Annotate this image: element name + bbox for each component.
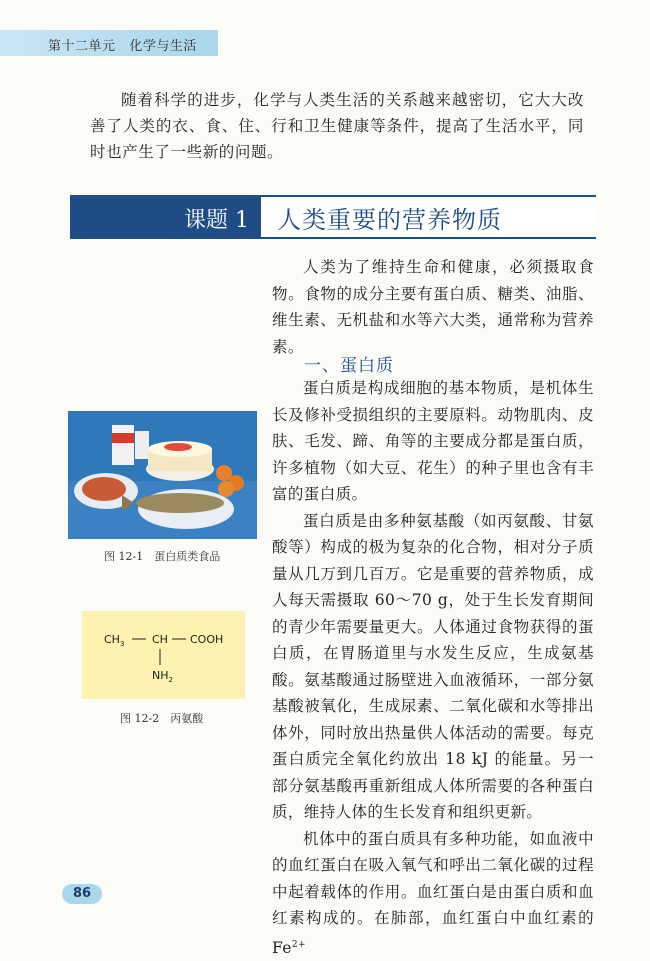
lesson-number: 课题 1 — [184, 203, 249, 234]
alanine-structure — [82, 611, 245, 699]
paragraph-1: 蛋白质是构成细胞的基本物质，是机体生长及修补受损组织的主要原料。动物肌肉、皮肤、毛发、蹄、角等的主要成分都是蛋白质，许多植物（如大豆、花生）的种子里也含有丰富的蛋白质。 — [272, 375, 594, 508]
nh2-label: NH — [152, 669, 169, 682]
ch3-label: CH — [104, 633, 120, 646]
section-heading: 一、蛋白质 — [304, 351, 394, 376]
svg-text:CH3 — [104, 633, 124, 648]
figure-2-caption: 图 12-2 丙氨酸 — [120, 710, 203, 726]
protein-foods-photo — [68, 411, 257, 539]
page-number: 86 — [62, 884, 102, 904]
fe-charge: 2+ — [292, 940, 306, 950]
intro-paragraph: 随着科学的进步，化学与人类生活的关系越来越密切，它大大改善了人类的衣、食、住、行和卫生健康等条件，提高了生活水平，同时也产生了一些新的问题。 — [90, 87, 584, 165]
paragraph-3 — [272, 826, 594, 961]
figure-1-caption: 图 12-1 蛋白质类食品 — [104, 548, 220, 564]
alanine-formula — [82, 611, 245, 699]
svg-text:NH2 — [152, 669, 173, 684]
unit-label: 第十二单元 — [48, 39, 116, 54]
ch3-subscript: 3 — [120, 640, 124, 648]
paragraph-2: 蛋白质是由多种氨基酸（如丙氨酸、甘氨酸等）构成的极为复杂的化合物，相对分子质量从几万到几百万。它是重要的营养物质，成人每天需摄取 60～70 g，处于生长发育期间的青少年需要量更大。人体通过食物获得的蛋白质，在胃肠道里与水发生反应，生成氨基酸。氨基酸通过肠壁进入血液循环，一部分氨基酸被氧化，生成尿素、二氧化碳和水等排出体外，同时放出热量供人体活动的需要。每克蛋白质完全氧化约放出 18 kJ 的能量。另一部分氨基酸再重新组成人体所需要的各种蛋白质，维持人体的生长发育和组织更新。 — [272, 508, 594, 826]
cooh-label: COOH — [190, 633, 223, 646]
topic-label: 化学与生活 — [129, 39, 197, 54]
lesson-intro-paragraph: 人类为了维持生命和健康，必须摄取食物。食物的成分主要有蛋白质、糖类、油脂、维生素、无机盐和水等六大类，通常称为营养素。 — [272, 254, 594, 360]
protein-foods-illustration — [68, 411, 257, 539]
lesson-title: 人类重要的营养物质 — [277, 200, 502, 235]
intro-text — [90, 87, 584, 165]
running-header — [48, 35, 197, 54]
main-text — [272, 375, 594, 961]
lesson-intro — [272, 254, 594, 360]
nh2-subscript: 2 — [169, 676, 173, 684]
lesson-number-block — [70, 197, 261, 237]
paragraph-3-text: 机体中的蛋白质具有多种功能，如血液中的血红蛋白在吸入氧气和呼出二氧化碳的过程中起着载体的作用。血红蛋白是由蛋白质和血红素构成的。在肺部，血红蛋白中血红素的 Fe — [272, 830, 594, 957]
ch-label: CH — [152, 633, 168, 646]
lesson-title-bar — [70, 195, 596, 239]
